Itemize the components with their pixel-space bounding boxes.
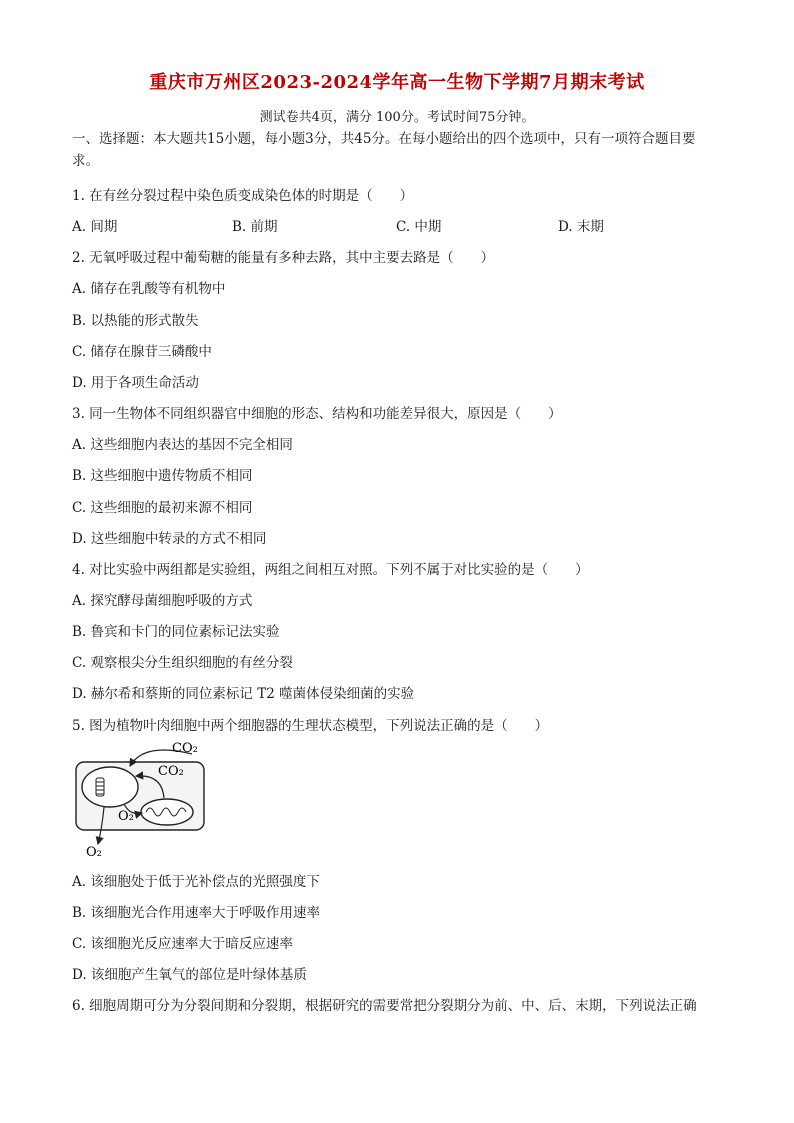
label-o2-outer: O₂ (86, 845, 102, 860)
question-1-option-b: B. 前期 (232, 219, 278, 235)
question-2-stem: 2. 无氧呼吸过程中葡萄糖的能量有多种去路，其中主要去路是（ ） (72, 250, 495, 266)
question-3-stem: 3. 同一生物体不同组织器官中细胞的形态、结构和功能差异很大，原因是（ ） (72, 406, 562, 422)
question-3-option-b: B. 这些细胞中遗传物质不相同 (72, 468, 253, 484)
question-4-stem: 4. 对比实验中两组都是实验组，两组之间相互对照。下列不属于对比实验的是（ ） (72, 562, 589, 578)
question-3-option-c: C. 这些细胞的最初来源不相同 (72, 500, 253, 516)
mitochondrion (141, 799, 193, 825)
question-1-option-d: D. 末期 (558, 219, 604, 235)
exam-title: 重庆市万州区2023-2024学年高一生物下学期7月期末考试 (149, 72, 645, 93)
question-5-option-a: A. 该细胞处于低于光补偿点的光照强度下 (72, 874, 320, 890)
question-4-option-c: C. 观察根尖分生组织细胞的有丝分裂 (72, 655, 293, 671)
chloroplast (82, 767, 138, 807)
question-5-stem: 5. 图为植物叶肉细胞中两个细胞器的生理状态模型，下列说法正确的是（ ） (72, 718, 549, 734)
question-5-option-c: C. 该细胞光反应速率大于暗反应速率 (72, 936, 293, 952)
question-5-option-d: D. 该细胞产生氧气的部位是叶绿体基质 (72, 967, 307, 983)
question-5-option-b: B. 该细胞光合作用速率大于呼吸作用速率 (72, 905, 321, 921)
label-co2-outer: CO₂ (172, 741, 198, 756)
thylakoid-stack (96, 778, 104, 796)
question-2-option-b: B. 以热能的形式散失 (72, 313, 199, 329)
question-4-option-a: A. 探究酵母菌细胞呼吸的方式 (72, 593, 253, 609)
question-3-option-d: D. 这些细胞中转录的方式不相同 (72, 531, 267, 547)
question-1-option-c: C. 中期 (396, 219, 442, 235)
organelle-diagram-svg (72, 740, 212, 860)
question-4-option-d: D. 赫尔希和蔡斯的同位素标记 T2 噬菌体侵染细菌的实验 (72, 686, 415, 702)
question-2-option-a: A. 储存在乳酸等有机物中 (72, 281, 226, 297)
question-2-option-d: D. 用于各项生命活动 (72, 375, 199, 391)
question-3-option-a: A. 这些细胞内表达的基因不完全相同 (72, 437, 293, 453)
question-2-option-c: C. 储存在腺苷三磷酸中 (72, 344, 212, 360)
section-heading: 一、选择题：本大题共15小题，每小题3分，共45分。在每小题给出的四个选项中，只有一项符合题目要求。 (72, 131, 696, 169)
exam-subtitle: 测试卷共4页，满分 100分。考试时间75分钟。 (259, 110, 535, 125)
question-6-stem: 6. 细胞周期可分为分裂间期和分裂期，根据研究的需要常把分裂期分为前、中、后、末期，下列说法正确 (72, 998, 697, 1014)
label-o2-inner: O₂ (118, 809, 134, 824)
organelle-diagram (72, 740, 212, 860)
label-co2-inner: CO₂ (158, 764, 184, 779)
question-1-option-a: A. 间期 (72, 219, 118, 235)
question-4-option-b: B. 鲁宾和卡门的同位素标记法实验 (72, 624, 280, 640)
question-1-stem: 1. 在有丝分裂过程中染色质变成染色体的时期是（ ） (72, 188, 414, 204)
